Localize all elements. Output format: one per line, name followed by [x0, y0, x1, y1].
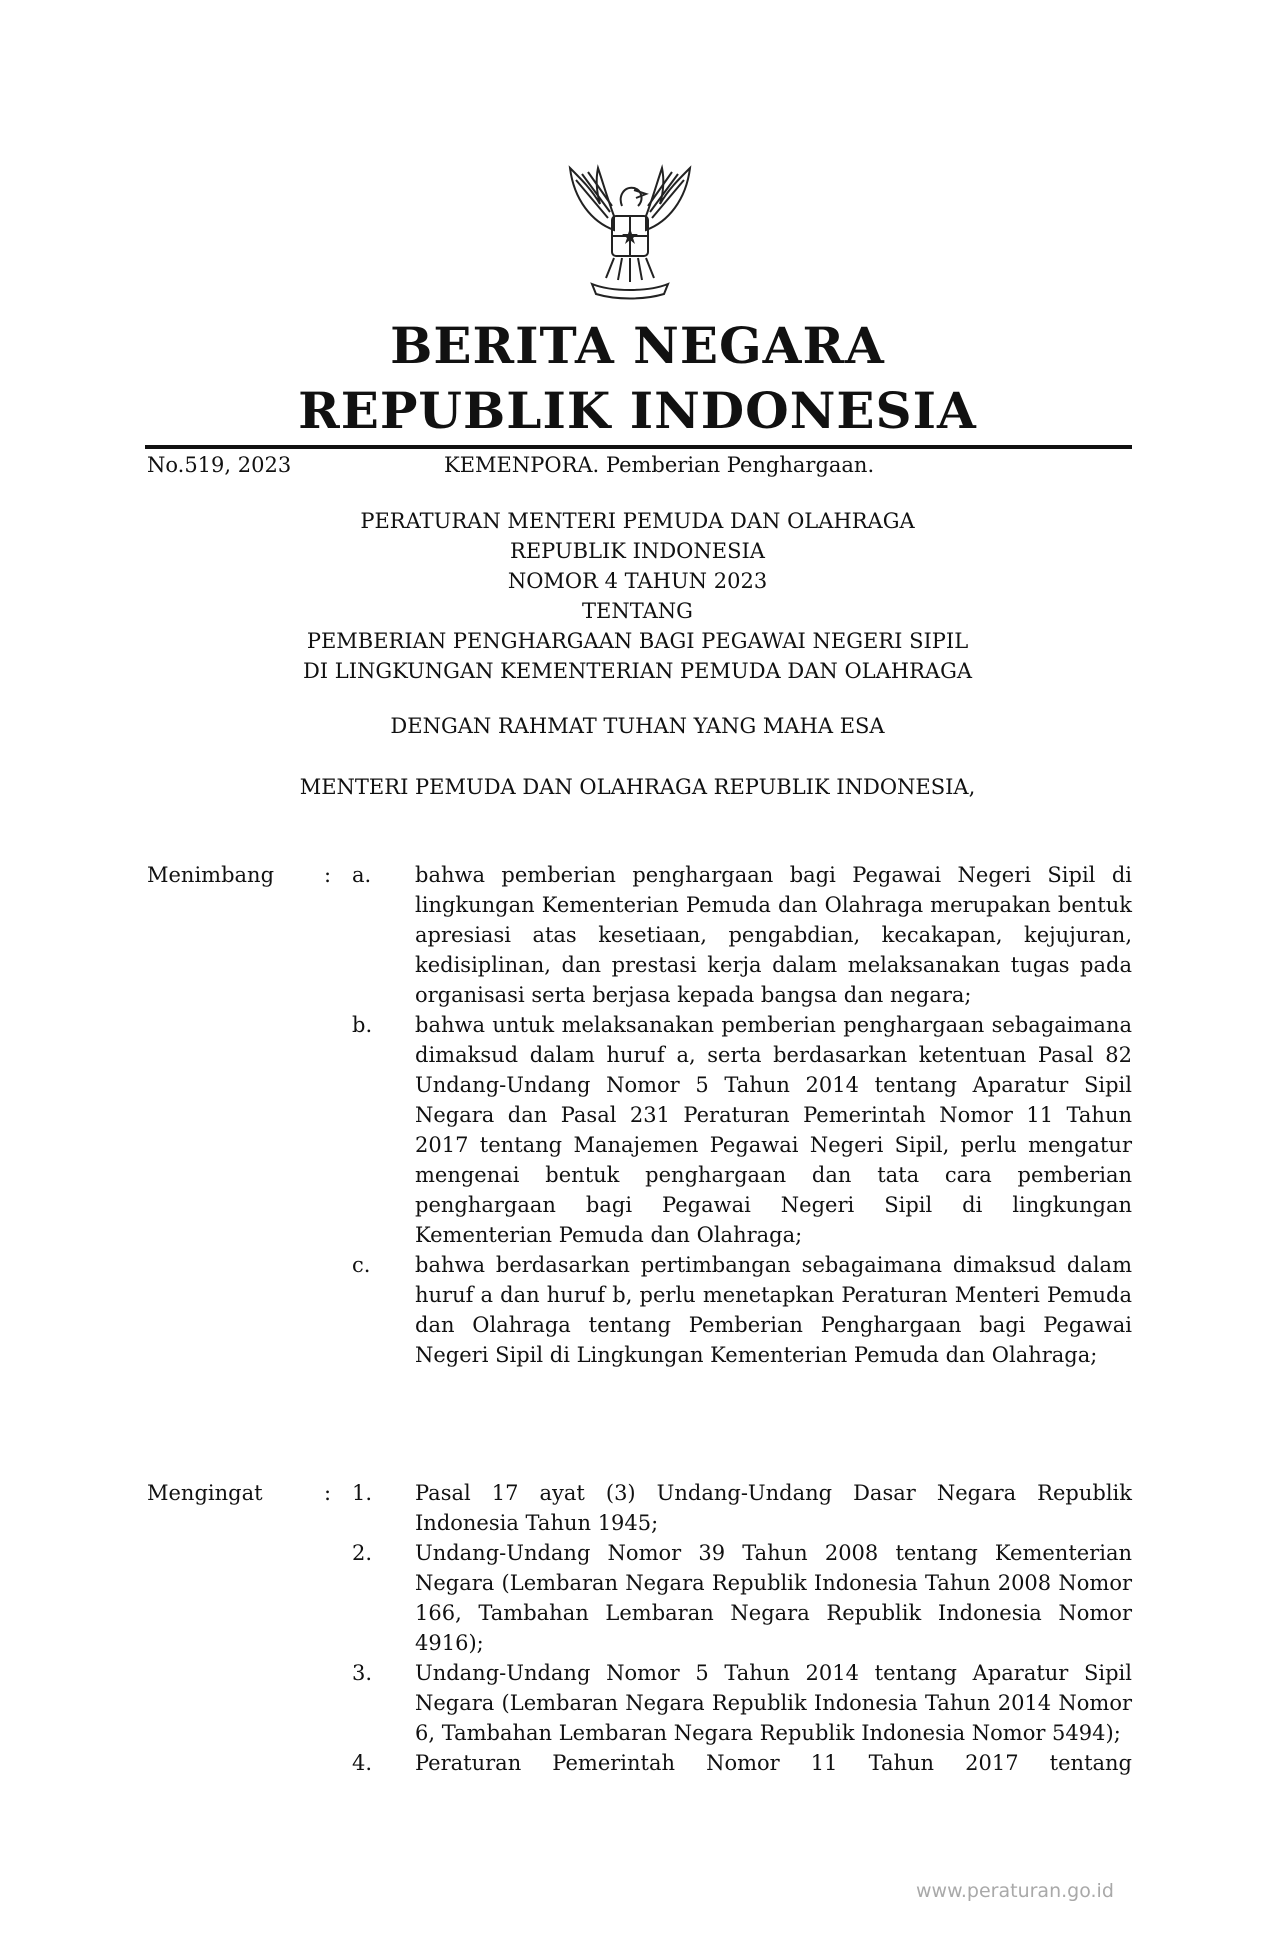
gazette-number: No.519, 2023: [147, 453, 292, 477]
menimbang-list: [147, 860, 1132, 1370]
item-text: Undang-Undang Nomor 5 Tahun 2014 tentang Aparatur Sipil Negara (Lembaran Negara Republik Indonesia Tahun 2014 Nomor 6, Tambahan Lembaran Negara Republik Indonesia Nomor 5494);: [415, 1661, 1132, 1745]
title-line: PEMBERIAN PENGHARGAAN BAGI PEGAWAI NEGERI SIPIL: [306, 629, 969, 653]
list-item: [147, 1010, 1132, 1250]
list-item: [147, 1658, 1132, 1748]
gazette-summary: KEMENPORA. Pemberian Penghargaan.: [444, 453, 875, 477]
source-watermark: www.peraturan.go.id: [916, 1880, 1114, 1902]
item-text: Undang-Undang Nomor 39 Tahun 2008 tentang Kementerian Negara (Lembaran Negara Republik Indonesia Tahun 2008 Nomor 166, Tambahan Lembaran Negara Republik Indonesia Nomor 4916);: [415, 1541, 1132, 1655]
item-text: bahwa untuk melaksanakan pemberian penghargaan sebagaimana dimaksud dalam huruf a, serta berdasarkan ketentuan Pasal 82 Undang-Undang Nomor 5 Tahun 2014 tentang Aparatur Sipil Negara dan Pasal 231 Peraturan Pemerintah Nomor 11 Tahun 2017 tentang Manajemen Pegawai Negeri Sipil, perlu mengatur mengenai bentuk penghargaan dan tata cara pemberian penghargaan bagi Pegawai Negeri Sipil di lingkungan Kementerian Pemuda dan Olahraga;: [415, 1013, 1132, 1247]
masthead-title-line2: REPUBLIK INDONESIA: [298, 381, 977, 440]
title-line: REPUBLIK INDONESIA: [510, 539, 765, 563]
title-line: PERATURAN MENTERI PEMUDA DAN OLAHRAGA: [360, 509, 915, 533]
authority: MENTERI PEMUDA DAN OLAHRAGA REPUBLIK INDONESIA,: [299, 775, 976, 799]
garuda-emblem-icon: [552, 160, 708, 316]
masthead-divider: [145, 445, 1132, 449]
menimbang-colon: :: [324, 863, 332, 887]
list-item: [147, 1538, 1132, 1658]
item-marker: 4.: [352, 1751, 373, 1775]
item-text: bahwa berdasarkan pertimbangan sebagaimana dimaksud dalam huruf a dan huruf b, perlu menetapkan Peraturan Menteri Pemuda dan Olahraga tentang Pemberian Penghargaan bagi Pegawai Negeri Sipil di Lingkungan Kementerian Pemuda dan Olahraga;: [415, 1253, 1132, 1367]
title-line: TENTANG: [582, 599, 693, 623]
item-marker: 1.: [352, 1481, 373, 1505]
regulation-title: [145, 506, 1130, 686]
title-line: DI LINGKUNGAN KEMENTERIAN PEMUDA DAN OLAHRAGA: [302, 659, 973, 683]
item-text: bahwa pemberian penghargaan bagi Pegawai Negeri Sipil di lingkungan Kementerian Pemuda dan Olahraga merupakan bentuk apresiasi atas kesetiaan, pengabdian, kecakapan, kejujuran, kedisiplinan, dan prestasi kerja dalam melaksanakan tugas pada organisasi serta berjasa kepada bangsa dan negara;: [415, 863, 1132, 1007]
mengingat-list: [147, 1478, 1132, 1778]
list-item: [147, 1250, 1132, 1370]
title-line: NOMOR 4 TAHUN 2023: [507, 569, 768, 593]
item-marker: 3.: [352, 1661, 373, 1685]
mengingat-label: Mengingat: [147, 1481, 263, 1505]
item-text: Peraturan Pemerintah Nomor 11 Tahun 2017 tentang: [415, 1751, 1132, 1775]
list-item: [147, 1478, 1132, 1538]
list-item: [147, 860, 1132, 1010]
menimbang-label: Menimbang: [147, 863, 275, 887]
item-marker: c.: [352, 1253, 371, 1277]
masthead-title-line1: BERITA NEGARA: [390, 316, 885, 375]
item-text: Pasal 17 ayat (3) Undang-Undang Dasar Negara Republik Indonesia Tahun 1945;: [415, 1481, 1132, 1535]
item-marker: a.: [352, 863, 372, 887]
item-marker: b.: [352, 1013, 373, 1037]
mengingat-colon: :: [324, 1481, 332, 1505]
list-item: [147, 1748, 1132, 1778]
invocation: DENGAN RAHMAT TUHAN YANG MAHA ESA: [390, 714, 885, 738]
item-marker: 2.: [352, 1541, 373, 1565]
